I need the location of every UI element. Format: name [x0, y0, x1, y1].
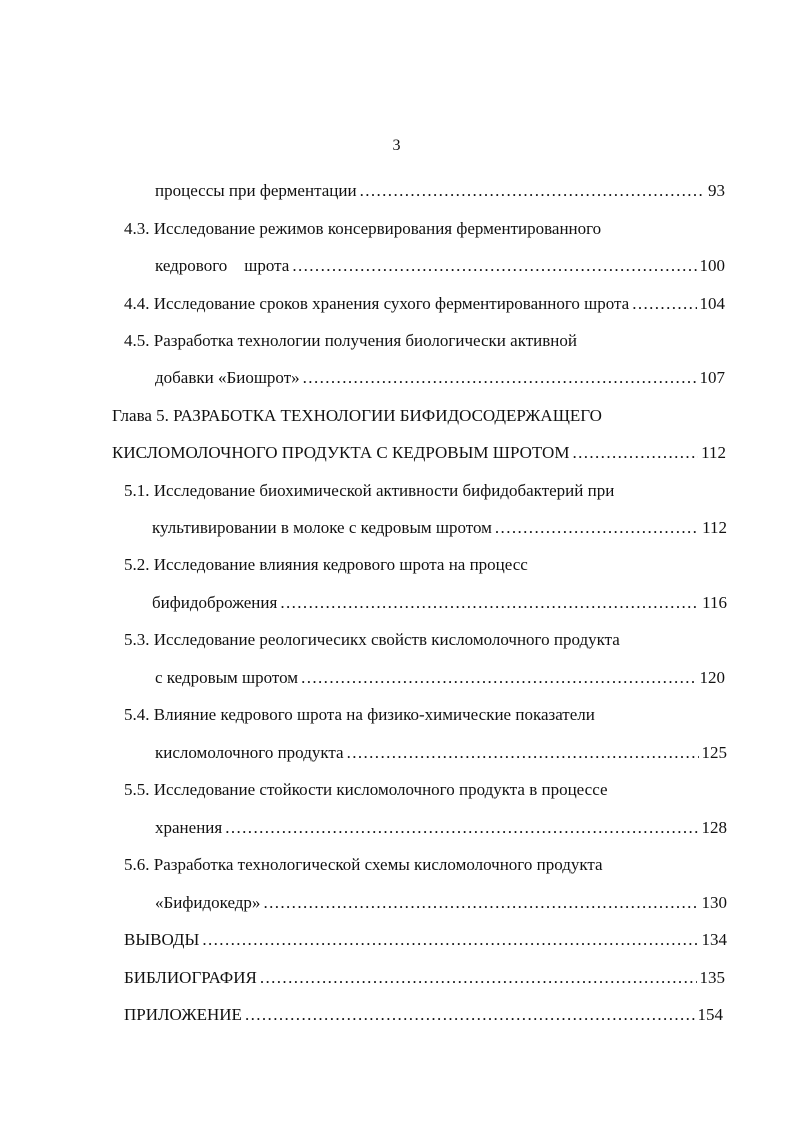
dot-leader	[245, 1003, 695, 1027]
toc-entry-5-6-cont	[155, 891, 727, 915]
toc-page-number: 116	[702, 593, 727, 612]
toc-entry-bibliography	[124, 966, 725, 990]
toc-page-number: 135	[699, 968, 725, 987]
dot-leader	[572, 441, 698, 465]
toc-entry-title: кисломолочного продукта	[155, 743, 344, 762]
toc-entry-4-4	[124, 292, 725, 316]
toc-entry-ferment-processes	[155, 179, 725, 203]
toc-entry-5-3: 5.3. Исследование реологичесикх свойств кисломолочного продукта	[124, 630, 620, 649]
page-number: 3	[392, 137, 401, 154]
toc-entry-title: бифидоброжения	[152, 593, 278, 612]
toc-page-number: 112	[701, 443, 726, 462]
toc-entry-5-1-cont	[152, 516, 727, 540]
toc-entry-appendix	[124, 1003, 723, 1027]
dot-leader	[280, 591, 699, 615]
toc-entry-4-3-cont	[155, 254, 725, 278]
dot-leader	[301, 666, 696, 690]
toc-entry-title: ВЫВОДЫ	[124, 930, 200, 949]
toc-entry-5-5-cont	[155, 816, 727, 840]
toc-entry-5-4-cont	[155, 741, 727, 765]
toc-entry-chapter-5-cont	[112, 441, 726, 465]
toc-entry-4-3: 4.3. Исследование режимов консервирования ферментированного	[124, 219, 602, 238]
dot-leader	[303, 366, 697, 390]
dot-leader	[495, 516, 699, 540]
toc-entry-title: хранения	[155, 818, 223, 837]
dot-leader	[292, 254, 696, 278]
toc-entry-title: добавки «Биошрот»	[155, 368, 300, 387]
toc-page-number: 130	[701, 893, 727, 912]
toc-entry-4-5: 4.5. Разработка технологии получения биологически активной	[124, 331, 577, 350]
toc-entry-4-5-cont	[155, 366, 725, 390]
toc-entry-title: ПРИЛОЖЕНИЕ	[124, 1005, 242, 1024]
toc-entry-chapter-5: Глава 5. РАЗРАБОТКА ТЕХНОЛОГИИ БИФИДОСОДЕРЖАЩЕГО	[112, 406, 602, 425]
toc-entry-5-2-cont	[152, 591, 727, 615]
toc-page-number: 128	[701, 818, 727, 837]
toc-page-number: 125	[701, 743, 727, 762]
toc-page-number: 100	[699, 256, 725, 275]
toc-entry-title: с кедровым шротом	[155, 668, 299, 687]
toc-entry-5-6: 5.6. Разработка технологической схемы кисломолочного продукта	[124, 855, 603, 874]
toc-entry-5-4: 5.4. Влияние кедрового шрота на физико-химические показатели	[124, 705, 595, 724]
toc-page-number: 154	[697, 1005, 723, 1024]
dot-leader	[225, 816, 698, 840]
dot-leader	[202, 928, 698, 952]
toc-page-number: 107	[699, 368, 725, 387]
toc-entry-title: «Бифидокедр»	[155, 893, 261, 912]
toc-entry-title: 4.4. Исследование сроков хранения сухого ферментированного шрота	[124, 294, 630, 313]
toc-entry-5-2: 5.2. Исследование влияния кедрового шрота на процесс	[124, 555, 528, 574]
toc-page-number: 93	[708, 181, 725, 200]
toc-entry-title: БИБЛИОГРАФИЯ	[124, 968, 257, 987]
toc-page-number: 112	[702, 518, 727, 537]
toc-page-number: 104	[699, 294, 725, 313]
dot-leader	[263, 891, 698, 915]
toc-entry-5-3-cont	[155, 666, 725, 690]
toc-entry-title: кедрового шрота	[155, 256, 290, 275]
toc-entry-conclusions	[124, 928, 727, 952]
toc-entry-5-1: 5.1. Исследование биохимической активности бифидобактерий при	[124, 481, 615, 500]
toc-entry-title: процессы при ферментации	[155, 181, 357, 200]
dot-leader	[632, 292, 696, 316]
toc-page-number: 134	[701, 930, 727, 949]
dot-leader	[347, 741, 699, 765]
toc-page-number: 120	[699, 668, 725, 687]
toc-entry-title: культивировании в молоке с кедровым шротом	[152, 518, 492, 537]
toc-entry-title: КИСЛОМОЛОЧНОГО ПРОДУКТА С КЕДРОВЫМ ШРОТОМ	[112, 443, 570, 462]
dot-leader	[360, 179, 705, 203]
toc-entry-5-5: 5.5. Исследование стойкости кисломолочного продукта в процессе	[124, 780, 608, 799]
dot-leader	[260, 966, 697, 990]
